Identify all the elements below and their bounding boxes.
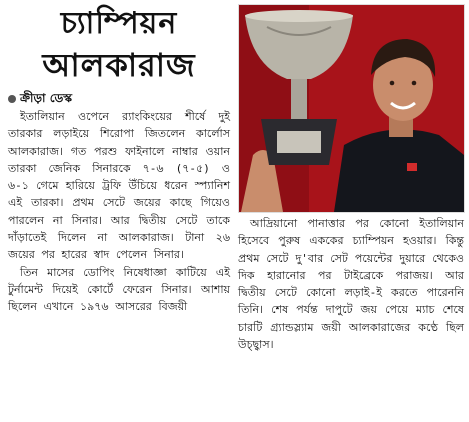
byline [8,90,72,106]
headline-line-2: আলকারাজ [42,46,196,84]
article-column-right [238,215,464,353]
news-photo [238,4,465,213]
bullet-icon [8,95,16,103]
article-column-left [8,108,230,316]
headline [6,4,232,86]
player-with-trophy-image [239,5,464,212]
paragraph: ইতালিয়ান ওপেনে র‍্যাংকিংয়ের শীর্ষে দুই তারকার লড়াইয়ে শিরোপা জিতলেন কার্লোস আলকারাজ। গত পরশু ফাইনালে নাম্বার ওয়ান তারকা জেনিক সিনারকে ৭-৬ (৭-৫) ও ৬-১ গেমে হারিয়ে ট্রফি উঁচিয়ে ধরেন স্প্যানিশ এই তারকা। প্রথম সেটে জয়ের কাছে গিয়েও পারলেন না সিনার। আর দ্বিতীয় সেটে তাকে দাঁড়াতেই দিলেন না আলকারাজ। টানা ২৬ জয়ের পর হারের স্বাদ পেলেন সিনার। [8,110,230,262]
paragraph: তিন মাসের ডোপিং নিষেধাজ্ঞা কাটিয়ে এই টুর্নামেন্ট দিয়েই কোর্টে ফেরেন সিনার। আশায় ছিলেন এখানে ১৯৭৬ আসরের বিজয়ী [8,265,230,314]
byline-text: ক্রীড়া ডেস্ক [20,91,73,105]
paragraph: আদ্রিয়ানো পানাত্তার পর কোনো ইতালিয়ান হিসেবে পুরুষ এককের চ্যাম্পিয়ন হওয়ার। কিন্তু প্রথম সেটে দু'বার সেট পয়েন্টের দুয়ারে থেকেও দিক হারানোর পর টাইব্রেকে পরাজয়। আর দ্বিতীয় সেটে কোনো লড়াই-ই করতে পারেননি তিনি। শেষ পর্যন্ত দাপুটে জয় পেয়ে ম্যাচ শেষে চারটি গ্র্যান্ডস্ল্যাম জয়ী আলকারাজের কণ্ঠে ছিল উচ্ছ্বাস। [238,217,464,352]
headline-line-1: চ্যাম্পিয়ন [60,6,178,41]
